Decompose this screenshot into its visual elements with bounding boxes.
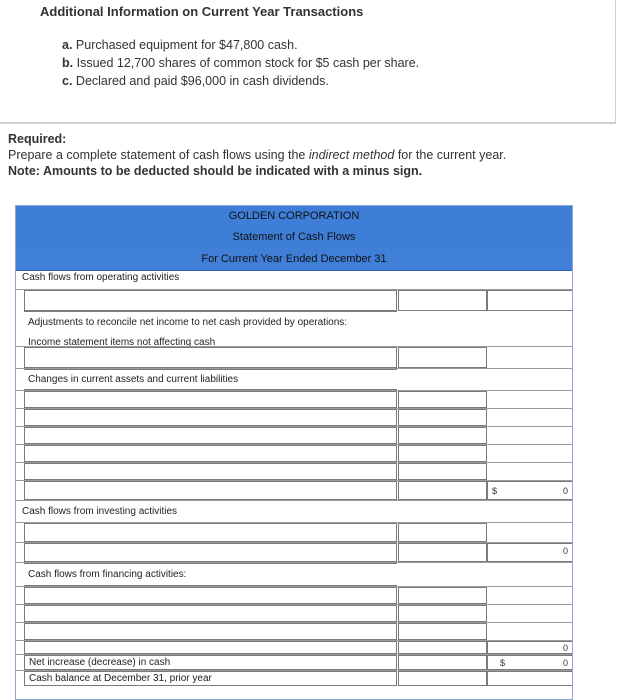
adjustments-row xyxy=(16,311,572,333)
amount-input[interactable] xyxy=(398,481,487,500)
net-change-row xyxy=(16,654,572,670)
table-row xyxy=(16,346,572,368)
beginning-cash-label: Cash balance at December 31, prior year xyxy=(24,671,397,686)
changes-label: Changes in current assets and current liabilities xyxy=(24,369,397,390)
table-row xyxy=(16,390,572,408)
label-input[interactable] xyxy=(24,523,397,542)
info-list xyxy=(62,36,419,90)
period-header: For Current Year Ended December 31 xyxy=(16,248,572,271)
label-input[interactable] xyxy=(24,391,397,408)
table-row xyxy=(16,289,572,311)
financing-label: Cash flows from financing activities: xyxy=(24,563,397,586)
label-input[interactable] xyxy=(24,587,397,604)
info-item-a: a. Purchased equipment for $47,800 cash. xyxy=(62,38,298,52)
additional-info-panel xyxy=(0,0,616,124)
label-input[interactable] xyxy=(24,290,397,311)
label-input[interactable] xyxy=(24,641,397,654)
company-name-header: GOLDEN CORPORATION xyxy=(16,206,572,227)
label-input[interactable] xyxy=(24,347,397,368)
label-input[interactable] xyxy=(24,427,397,444)
label-input[interactable] xyxy=(24,409,397,426)
amount-input[interactable] xyxy=(398,463,487,480)
beginning-cash-input[interactable] xyxy=(487,671,573,686)
amount-input[interactable] xyxy=(398,605,487,622)
required-instruction: Prepare a complete statement of cash flows using the indirect method for the current year. xyxy=(8,148,507,162)
amount-input[interactable] xyxy=(398,427,487,444)
amount-input[interactable] xyxy=(398,623,487,640)
table-row xyxy=(16,426,572,444)
amount-input[interactable] xyxy=(398,523,487,542)
table-row xyxy=(16,622,572,640)
amount-input[interactable] xyxy=(398,587,487,604)
label-input[interactable] xyxy=(24,463,397,480)
amount-input[interactable] xyxy=(398,445,487,462)
amount-input[interactable] xyxy=(398,409,487,426)
table-row xyxy=(16,522,572,542)
investing-total-row xyxy=(16,542,572,562)
net-change-label: Net increase (decrease) in cash xyxy=(24,655,397,670)
amount-input[interactable] xyxy=(398,391,487,408)
financing-total-row xyxy=(16,640,572,654)
amount-input[interactable] xyxy=(398,290,487,311)
required-section xyxy=(8,131,506,179)
operating-total[interactable]: $ 0 xyxy=(487,481,573,500)
amount-input[interactable] xyxy=(398,543,487,562)
info-title: Additional Information on Current Year Transactions xyxy=(40,4,364,19)
label-input[interactable] xyxy=(24,481,397,500)
income-items-label: Income statement items not affecting cash xyxy=(24,333,397,351)
net-change-total[interactable]: $ 0 xyxy=(487,655,573,670)
label-input[interactable] xyxy=(24,605,397,622)
info-item-b: b. Issued 12,700 shares of common stock for $5 cash per share. xyxy=(62,56,420,70)
amount-input[interactable] xyxy=(398,655,487,670)
required-label: Required: xyxy=(8,132,67,146)
table-row xyxy=(16,604,572,622)
financing-total[interactable]: 0 xyxy=(487,641,573,654)
table-row xyxy=(16,586,572,604)
statement-title-header: Statement of Cash Flows xyxy=(16,227,572,248)
table-row xyxy=(16,444,572,462)
label-input[interactable] xyxy=(24,543,397,562)
amount-input[interactable] xyxy=(398,347,487,368)
info-item-c: c. Declared and paid $96,000 in cash dividends. xyxy=(62,74,329,88)
investing-total[interactable]: 0 xyxy=(487,543,573,562)
operating-total-row xyxy=(16,480,572,500)
changes-row xyxy=(16,368,572,390)
label-input[interactable] xyxy=(24,445,397,462)
amount-input[interactable] xyxy=(398,671,487,686)
investing-heading: Cash flows from investing activities xyxy=(16,500,572,522)
adjustments-label: Adjustments to reconcile net income to net cash provided by operations: xyxy=(24,311,397,333)
table-row xyxy=(16,462,572,480)
label-input[interactable] xyxy=(24,623,397,640)
amount-input[interactable] xyxy=(398,641,487,654)
cash-flow-worksheet xyxy=(15,205,573,700)
required-note: Note: Amounts to be deducted should be indicated with a minus sign. xyxy=(8,164,423,178)
total-input[interactable] xyxy=(487,290,573,311)
financing-heading-row xyxy=(16,562,572,586)
beginning-cash-row xyxy=(16,670,572,686)
operating-heading: Cash flows from operating activities xyxy=(22,271,180,283)
table-row xyxy=(16,408,572,426)
